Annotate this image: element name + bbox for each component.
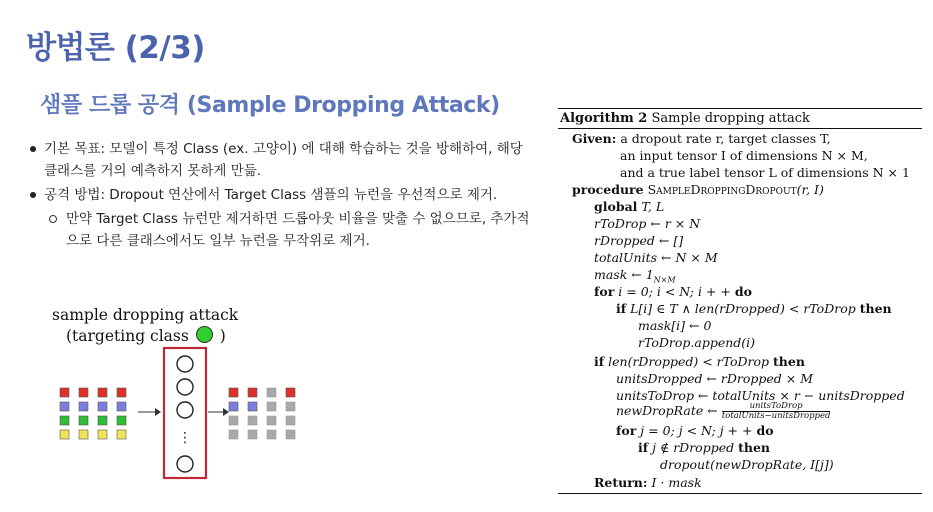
dropped-sample-square xyxy=(267,402,276,411)
algo-procedure: procedure SampleDroppingDropout(r, I) xyxy=(572,182,824,197)
sub-bullet xyxy=(30,208,560,252)
arrow-head-icon xyxy=(155,408,161,416)
neuron-circle xyxy=(177,379,193,395)
input-sample-square-green xyxy=(79,416,88,425)
dropped-sample-square xyxy=(229,416,238,425)
neuron-circle xyxy=(177,356,193,372)
algo-given-2: an input tensor I of dimensions N × M, xyxy=(620,148,868,163)
algorithm-title: Sample dropping attack xyxy=(651,111,810,126)
kept-sample-square-red xyxy=(229,388,238,397)
input-sample-square-blue xyxy=(117,402,126,411)
input-sample-square-red xyxy=(79,388,88,397)
dropped-sample-square xyxy=(286,416,295,425)
dropped-sample-square xyxy=(229,430,238,439)
kept-sample-square-red xyxy=(248,388,257,397)
algo-if-2: if len(rDropped) < rToDrop then xyxy=(594,354,805,369)
input-sample-square-green xyxy=(60,416,69,425)
sub-bullet-line2: 으로 다른 클래스에서도 일부 뉴런을 무작위로 제거. xyxy=(66,233,370,249)
neuron-circle xyxy=(177,402,193,418)
input-sample-square-yellow xyxy=(117,430,126,439)
dropping-attack-figure xyxy=(40,300,310,500)
input-sample-square-yellow xyxy=(79,430,88,439)
input-sample-square-green xyxy=(117,416,126,425)
algorithm-label: Algorithm 2 xyxy=(560,111,648,126)
kept-sample-square-red xyxy=(286,388,295,397)
bullet-dot-icon xyxy=(30,192,36,198)
dropped-sample-square xyxy=(286,430,295,439)
neuron-ellipsis: ⋮ xyxy=(178,430,192,446)
bullet-method xyxy=(30,184,560,206)
bullet-goal xyxy=(30,138,560,182)
algo-return: Return: I · mask xyxy=(594,475,702,490)
input-sample-square-green xyxy=(98,416,107,425)
algo-mask: mask ← $1_{N\times M}$ xyxy=(594,267,676,285)
algo-for-2: for j = 0; j < N; j + + do xyxy=(616,423,774,438)
algo-mask-i: mask[i] ← 0 xyxy=(638,318,712,333)
algo-dropout-call: dropout(newDropRate, I[j]) xyxy=(660,457,834,472)
sub-bullet-line1: 만약 Target Class 뉴런만 제거하면 드롭아웃 비율을 맞출 수 없으므로, 추가적 xyxy=(66,211,530,227)
algo-given-1: Given: a dropout rate r, target classes T, xyxy=(572,131,831,146)
input-sample-square-red xyxy=(60,388,69,397)
input-sample-square-yellow xyxy=(98,430,107,439)
input-sample-square-red xyxy=(98,388,107,397)
algo-to-drop: rToDrop ← r × N xyxy=(594,216,701,231)
dropped-sample-square xyxy=(267,430,276,439)
kept-sample-square-blue xyxy=(229,402,238,411)
bullet-method-line1: 공격 방법: Dropout 연산에서 Target Class 샘플의 뉴런을 우선적으로 제거. xyxy=(44,187,498,203)
figure-caption-prefix: (targeting class xyxy=(66,327,189,345)
input-sample-square-blue xyxy=(60,402,69,411)
drop-rate-fraction: $\frac{\text{unitsToDrop}}{\text{totalUnits−unitsDropped}}$ xyxy=(721,401,831,421)
dropped-sample-square xyxy=(248,416,257,425)
algo-append: rToDrop.append(i) xyxy=(638,335,756,350)
kept-sample-square-blue xyxy=(248,402,257,411)
bullet-goal-line2: 클래스를 거의 예측하지 못하게 만듦. xyxy=(44,163,262,179)
figure-diagram xyxy=(40,300,310,500)
dropped-sample-square xyxy=(267,388,276,397)
arrow-head-icon xyxy=(223,408,229,416)
bullet-dot-icon xyxy=(30,146,36,152)
algo-total-units: totalUnits ← N × M xyxy=(594,250,718,265)
algo-global: global T, L xyxy=(594,199,665,214)
page-title: 방법론 (2/3) xyxy=(26,30,205,66)
input-sample-square-red xyxy=(117,388,126,397)
algorithm-box xyxy=(558,108,922,494)
input-sample-square-blue xyxy=(79,402,88,411)
algo-units-dropped: unitsDropped ← rDropped × M xyxy=(616,371,814,386)
section-title: 샘플 드롭 공격 (Sample Dropping Attack) xyxy=(40,93,500,118)
algo-units-to-drop: unitsToDrop ← totalUnits × r − unitsDropped xyxy=(616,388,905,403)
dropped-sample-square xyxy=(248,430,257,439)
figure-caption-line1: sample dropping attack xyxy=(52,306,239,324)
bullet-list xyxy=(30,138,560,252)
algo-for-1: for i = 0; i < N; i + + do xyxy=(594,284,752,299)
algo-new-drop-rate: newDropRate ← $\frac{\text{unitsToDrop}}{\text{totalUnits−unitsDropped}}$ xyxy=(616,401,831,421)
sub-bullet-circle-icon xyxy=(49,215,57,223)
neuron-circle xyxy=(177,456,193,472)
dropped-sample-square xyxy=(267,416,276,425)
algo-given-3: and a true label tensor L of dimensions N × 1 xyxy=(620,165,910,180)
input-sample-square-yellow xyxy=(60,430,69,439)
algorithm-header xyxy=(558,109,922,129)
algo-if-3: if j ∉ rDropped then xyxy=(638,440,770,455)
input-sample-square-blue xyxy=(98,402,107,411)
figure-caption-suffix: ) xyxy=(219,327,226,345)
algo-if-1: if L[i] ∈ T ∧ len(rDropped) < rToDrop then xyxy=(616,301,892,316)
bullet-goal-line1: 기본 목표: 모델이 특정 Class (ex. 고양이) 에 대해 학습하는 것을 방해하여, 해당 xyxy=(44,141,523,157)
dropped-sample-square xyxy=(286,402,295,411)
algo-dropped: rDropped ← [] xyxy=(594,233,684,248)
